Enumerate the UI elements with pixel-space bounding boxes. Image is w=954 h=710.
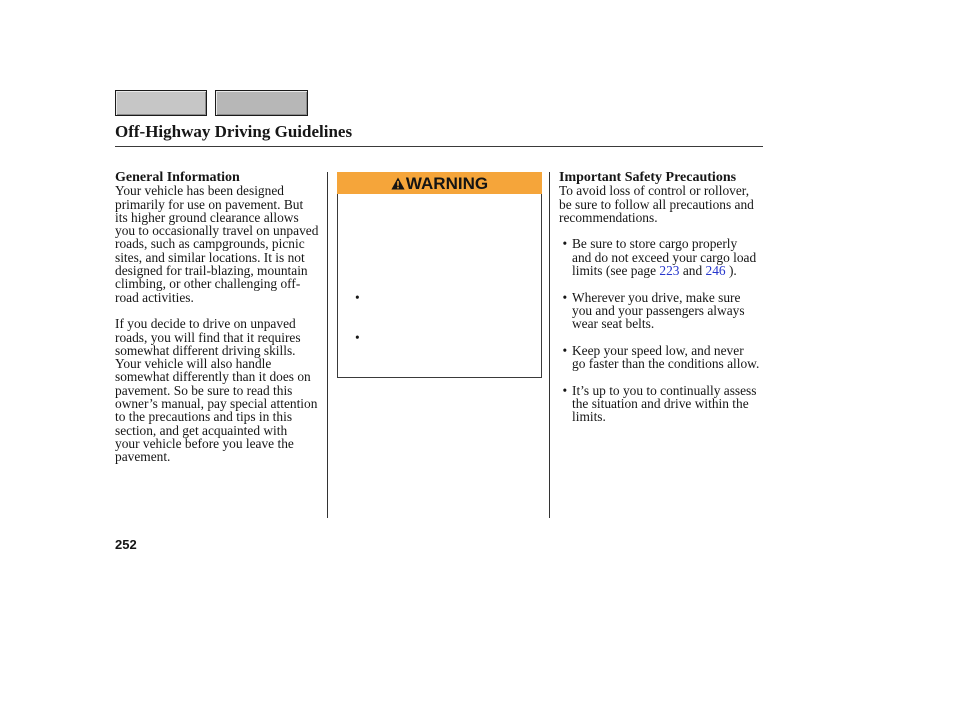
text-line: its higher ground clearance allows [115, 209, 299, 225]
warning-bullet [355, 291, 363, 304]
page-nav-button-1[interactable] [115, 90, 207, 116]
list-item [559, 384, 759, 424]
paragraph [115, 184, 318, 304]
paragraph [115, 317, 318, 463]
text-line: Your vehicle has been designed [115, 183, 284, 199]
warning-box [337, 172, 542, 378]
text-line: road activities. [115, 289, 194, 305]
text-line: the situation and drive within the [572, 396, 749, 412]
warning-bullet [355, 331, 363, 344]
text-line: primarily for use on pavement. But [115, 196, 304, 212]
text-line: somewhat different driving skills. [115, 342, 296, 358]
text-line: If you decide to drive on unpaved [115, 316, 296, 332]
text-line: climbing, or other challenging off- [115, 276, 301, 292]
precautions-list [559, 237, 759, 423]
text-line: wear seat belts. [572, 316, 655, 332]
text-line: you and your passengers always [572, 302, 745, 318]
list-item [559, 237, 759, 277]
section-heading: Important Safety Precautions [559, 170, 737, 185]
text-line: recommendations. [559, 209, 658, 225]
column-divider [327, 172, 328, 518]
text-line: somewhat differently than it does on [115, 369, 311, 385]
text-line: roads, such as campgrounds, picnic [115, 236, 305, 252]
text-line: Your vehicle will also handle [115, 356, 272, 372]
text-line: and do not exceed your cargo load [572, 249, 757, 265]
page-reference-link[interactable]: 223 [659, 263, 680, 279]
text-line: owner’s manual, pay special attention [115, 396, 318, 412]
text-segment: ). [725, 263, 737, 279]
title-divider [115, 146, 763, 147]
list-item [559, 291, 759, 331]
text-line: you to occasionally travel on unpaved [115, 223, 319, 239]
general-information-section [115, 171, 318, 464]
safety-precautions-section [559, 171, 759, 424]
text-line: • Be sure to store cargo properly [572, 236, 738, 252]
warning-label: WARNING [405, 173, 489, 193]
page-title: Off-Highway Driving Guidelines [115, 122, 353, 141]
page-number: 252 [115, 537, 137, 552]
intro-paragraph [559, 184, 759, 224]
text-line: • Wherever you drive, make sure [572, 289, 741, 305]
text-line: to the precautions and tips in this [115, 409, 293, 425]
text-line: pavement. So be sure to read this [115, 382, 293, 398]
text-line: • It’s up to you to continually assess [572, 382, 757, 398]
text-line: go faster than the conditions allow. [572, 356, 760, 372]
text-line: limits. [572, 409, 606, 425]
column-divider [549, 172, 550, 518]
page-reference-link[interactable]: 246 [705, 263, 726, 279]
page-nav-button-2[interactable] [215, 90, 308, 116]
warning-triangle-icon [391, 177, 405, 190]
text-segment: and [679, 263, 706, 279]
text-line: roads, you will find that it requires [115, 329, 301, 345]
text-line: designed for trail-blazing, mountain [115, 263, 308, 279]
text-line: • Keep your speed low, and never [572, 342, 744, 358]
text-line: section, and get acquainted with [115, 422, 288, 438]
warning-header [337, 172, 542, 194]
text-line [572, 264, 759, 277]
text-line: your vehicle before you leave the [115, 435, 294, 451]
list-item [559, 344, 759, 371]
text-segment: limits (see page [572, 263, 660, 279]
section-heading: General Information [115, 170, 240, 185]
text-line: To avoid loss of control or rollover, [559, 183, 750, 199]
text-line: sites, and similar locations. It is not [115, 249, 305, 265]
text-line: pavement. [115, 449, 171, 465]
text-line: be sure to follow all precautions and [559, 196, 754, 212]
